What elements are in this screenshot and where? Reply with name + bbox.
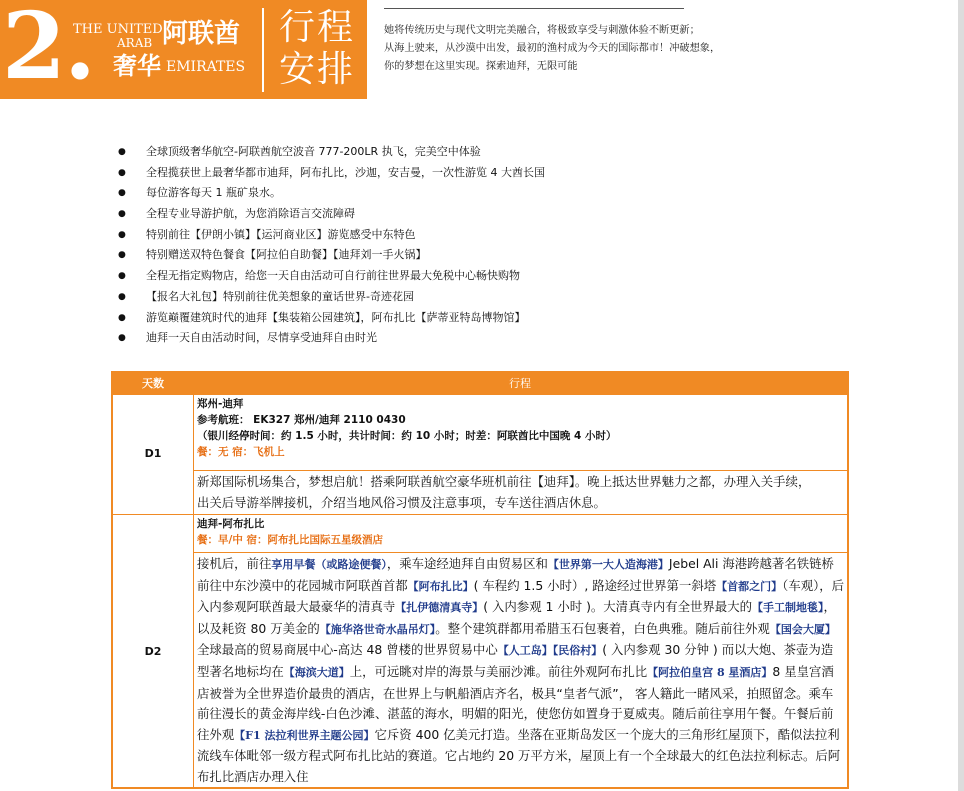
highlight-item: ● 全球顶级奢华航空-阿联酋航空波音 777-200LR 执飞，完美空中体验 [118, 142, 545, 163]
highlight-item: ● 特别前往【伊朗小镇】【运河商业区】游览感受中东特色 [118, 225, 545, 246]
d2-highlight: 【阿拉伯皇宫 8 星酒店】 [647, 665, 773, 679]
highlight-item: ● 特别赠送双特色餐食【阿拉伯自助餐】【迪拜刘一手火锅】 [118, 245, 545, 266]
banner-cn-line2: 奢华 [113, 51, 161, 80]
d2-highlight: 【国会大厦】 [769, 622, 836, 636]
d2-text: ( 入内参观 30 分钟 ) 而以大炮、茶壶为造型著名地标均在 [197, 642, 834, 679]
d2-text: 全球最高的贸易商展中心-高达 48 曾楼的世界贸易中心 [197, 642, 498, 658]
highlight-item: ● 全程揽获世上最奢华都市迪拜，阿布扎比，沙迦，安吉曼，一次性游览 4 大酋长国 [118, 163, 545, 184]
d1-header-block [197, 396, 845, 460]
section-number: 2. [2, 0, 95, 99]
d1-inner-rule [194, 470, 847, 471]
d2-header-block [197, 516, 845, 548]
d1-route: 郑州-迪拜 [197, 398, 244, 410]
highlight-item: ● 迪拜一天自由活动时间，尽情享受迪拜自由时光 [118, 328, 545, 349]
d1-body-line: 新郑国际机场集合，梦想启航！搭乘阿联酋航空豪华班机前往【迪拜】。晚上抵达世界魅力之都，办理入关手续， [197, 474, 811, 489]
d2-highlight: 【扎伊德清真寺】 [395, 601, 484, 615]
intro-line: 从海上驶来，从沙漠中出发，最初的渔村成为今天的国际都市！冲破想象， [384, 43, 721, 54]
d2-inner-rule [194, 552, 847, 553]
banner-divider [262, 8, 264, 92]
d2-text: （车观），后入内参观阿联酋最大最豪华的清真寺 [197, 577, 845, 615]
intro-line: 你的梦想在这里实现。探索迪拜，无限可能 [384, 61, 578, 72]
banner-en-line1: THE UNITED [73, 22, 163, 37]
d2-text: ( 入内参观 1 小时 )。大清真寺内有全世界最大的 [483, 599, 752, 615]
highlight-item: ● 全程无指定购物店，给您一天自由活动可自行前往世界最大免税中心畅快购物 [118, 266, 545, 287]
d2-highlight: 享用早餐（或路途便餐） [271, 558, 387, 571]
d2-highlight: 【施华洛世奇水晶吊灯】 [319, 622, 436, 636]
d2-body [197, 554, 845, 788]
d2-highlight: 【人工岛】【民俗村】 [497, 644, 603, 658]
banner-en-line2: ARAB [117, 36, 153, 50]
d1-meal: 餐：无 宿：飞机上 [197, 446, 285, 458]
table-header [113, 373, 847, 395]
intro-line: 她将传统历史与现代文明完美融合，将极致享受与刺激体验不断更新； [384, 25, 700, 36]
itinerary-table [111, 371, 849, 789]
d2-route: 迪拜-阿布扎比 [197, 518, 265, 530]
section-banner [0, 0, 367, 99]
day-label-d1: D1 [144, 447, 162, 460]
d2-text: 8 星皇宫酒店被誉为全世界造价最贵的酒店，在世界上与帆船酒店齐名，极具“皇者气派”， 客人籍此一睹风采，拍照留念。乘车前往漫长的黄金海岸线-白色沙滩、湛蓝的海水，明媚的阳光，使您仿如置身于夏威夷。随后前往享用午餐。午餐后前往外观 [197, 663, 834, 742]
d2-highlight: 【阿布扎比】 [407, 579, 474, 593]
d2-highlight: 【手工制地毯】 [751, 601, 824, 615]
banner-cn-line1: 阿联酋 [162, 19, 241, 49]
section-title-line2: 安排 [279, 49, 356, 90]
intro-text [384, 22, 720, 76]
highlight-item: ● 每位游客每天 1 瓶矿泉水。 [118, 183, 545, 204]
day-label-d2: D2 [144, 645, 162, 658]
column-divider [193, 395, 194, 789]
highlight-item: ● 全程专业导游护航，为您消除语言交流障碍 [118, 204, 545, 225]
d2-highlight: 【世界第一大人造海港】 [547, 558, 669, 571]
highlight-item: ● 游览巅覆建筑时代的迪拜【集装箱公园建筑】，阿布扎比【萨蒂亚特岛博物馆】 [118, 308, 545, 329]
banner-en-line3: EMIRATES [166, 59, 246, 75]
d2-text: 。整个建筑群都用希腊玉石包裹着，白色典雅。随后前往外观 [435, 620, 770, 636]
header-itinerary: 行程 [509, 377, 531, 390]
d2-text: 接机后，前往 [197, 556, 272, 571]
page-edge-rule [958, 0, 964, 791]
d2-text: ，乘车途经迪拜自由贸易区和 [386, 556, 548, 571]
d2-highlight: 【海滨大道】 [283, 665, 350, 679]
section-title-line1: 行程 [279, 7, 356, 48]
d2-text: ( 车程约 1.5 小时）, 路途经过世界第一斜塔 [473, 577, 717, 593]
d1-flight: 参考航班： EK327 郑州/迪拜 2110 0430 [197, 414, 406, 426]
d2-text: Jebel Ali 海港跨越著名铁链桥前往中东沙漠中的花园城市阿联酋首都 [197, 556, 834, 593]
header-day: 天数 [142, 377, 164, 390]
d2-highlight: 【F1 法拉利世界主题公园】 [234, 728, 375, 742]
d1-time: （银川经停时间：约 1.5 小时，共计时间：约 10 小时；时差：阿联酋比中国晚 4 小时） [197, 430, 617, 442]
highlights-list [118, 142, 545, 349]
d2-text: ，以及耗资 80 万美金的 [197, 599, 836, 636]
d1-body-line: 出关后导游举牌接机，介绍当地风俗习惯及注意事项，专车送往酒店休息。 [197, 494, 606, 510]
d2-highlight: 【首都之门】 [716, 579, 783, 593]
d2-text: 上，可远眺对岸的海景与美丽沙滩。前往外观阿布扎比 [349, 663, 648, 679]
d2-meal: 餐：早/中 宿：阿布扎比国际五星级酒店 [197, 534, 383, 546]
intro-rule [384, 8, 684, 9]
d1-body [197, 472, 845, 513]
d2-text: 它斥资 400 亿美元打造。坐落在亚斯岛发区一个庞大的三角形红屋顶下，酷似法拉利流线车体毗邻一级方程式阿布扎比站的赛道。它占地约 20 万平方米，屋顶上有一个全球最大的红色法拉利标志。后阿布扎比酒店办理入住 [197, 726, 841, 784]
highlight-item: ● 【报名大礼包】特别前往优美想象的童话世界-奇迹花园 [118, 287, 545, 308]
row-divider [113, 514, 847, 515]
